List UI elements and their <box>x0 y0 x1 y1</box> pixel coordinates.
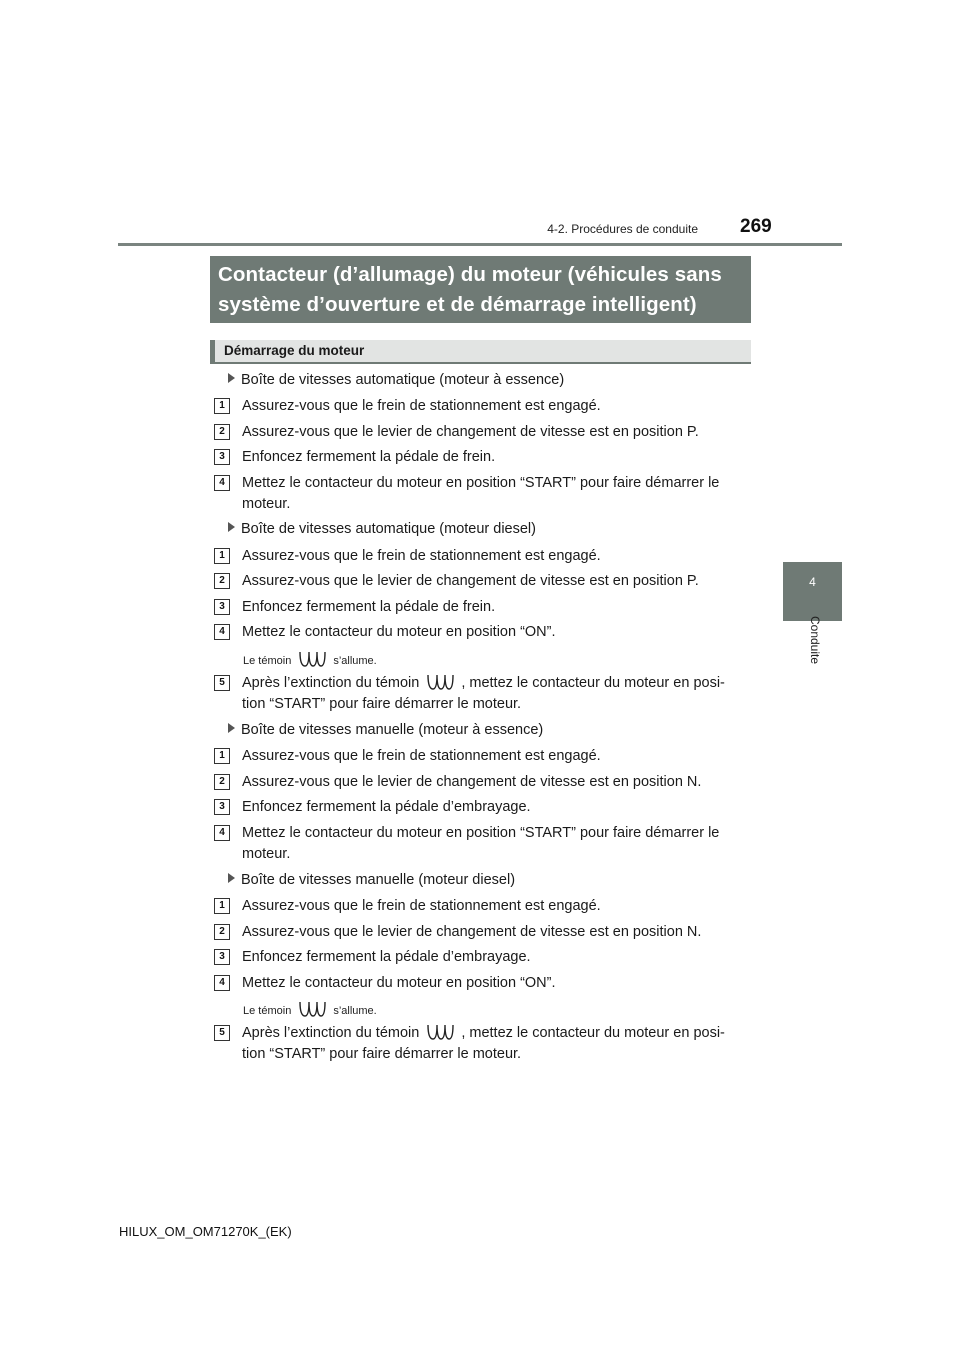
step-number: 2 <box>214 924 230 940</box>
section-heading: Boîte de vitesses automatique (moteur diesel) <box>228 519 536 539</box>
step-text: Assurez-vous que le frein de stationnement est engagé. <box>242 898 601 914</box>
section-heading: Boîte de vitesses manuelle (moteur à essence) <box>228 720 543 740</box>
step-text: Après l’extinction du témoin , mettez le contacteur du moteur en posi- <box>242 1025 725 1041</box>
step-text-cont: moteur. <box>242 496 291 512</box>
step-text-cont: tion “START” pour faire démarrer le moteur. <box>242 1046 522 1062</box>
document-code-footer: HILUX_OM_OM71270K_(EK) <box>119 1224 292 1239</box>
header-section-title: 4-2. Procédures de conduite <box>547 222 698 236</box>
triangle-bullet-icon <box>228 522 235 532</box>
chapter-label: Conduite <box>808 615 822 665</box>
step-number: 1 <box>214 748 230 764</box>
step-text: Enfoncez fermement la pédale d’embrayage. <box>242 949 531 965</box>
step-number: 3 <box>214 449 230 465</box>
step-text: Mettez le contacteur du moteur en position “ON”. <box>242 624 556 640</box>
step-text: Enfoncez fermement la pédale d’embrayage. <box>242 799 531 815</box>
step-text: Enfoncez fermement la pédale de frein. <box>242 449 496 465</box>
step-text: Mettez le contacteur du moteur en position “ON”. <box>242 975 556 991</box>
step-text: Assurez-vous que le frein de stationnement est engagé. <box>242 548 601 564</box>
subheading-text: Démarrage du moteur <box>224 343 365 358</box>
section-title-line2: système d’ouverture et de démarrage intelligent) <box>218 293 697 316</box>
step-text: Assurez-vous que le levier de changement de vitesse est en position N. <box>242 774 702 790</box>
step-text: Mettez le contacteur du moteur en position “START” pour faire démarrer le <box>242 475 720 491</box>
step-note: Le témoin s’allume. <box>243 650 377 669</box>
section-title-line1: Contacteur (d’allumage) du moteur (véhicules sans <box>218 263 722 286</box>
step-text-cont: tion “START” pour faire démarrer le moteur. <box>242 696 522 712</box>
step-text: Après l’extinction du témoin , mettez le contacteur du moteur en posi- <box>242 675 725 691</box>
step-number: 2 <box>214 774 230 790</box>
step-text: Assurez-vous que le levier de changement de vitesse est en position P. <box>242 424 699 440</box>
step-number: 5 <box>214 1025 230 1041</box>
step-number: 4 <box>214 825 230 841</box>
glow-plug-indicator-icon <box>425 1023 455 1041</box>
step-text: Assurez-vous que le levier de changement de vitesse est en position N. <box>242 924 702 940</box>
step-text: Assurez-vous que le frein de stationnement est engagé. <box>242 398 601 414</box>
triangle-bullet-icon <box>228 373 235 383</box>
glow-plug-indicator-icon <box>425 673 455 691</box>
step-text: Mettez le contacteur du moteur en position “START” pour faire démarrer le <box>242 825 720 841</box>
step-number: 1 <box>214 898 230 914</box>
step-number: 3 <box>214 599 230 615</box>
step-number: 3 <box>214 949 230 965</box>
step-text-cont: moteur. <box>242 846 291 862</box>
step-number: 1 <box>214 548 230 564</box>
triangle-bullet-icon <box>228 723 235 733</box>
step-number: 2 <box>214 573 230 589</box>
step-text: Assurez-vous que le frein de stationnement est engagé. <box>242 748 601 764</box>
triangle-bullet-icon <box>228 873 235 883</box>
chapter-number: 4 <box>809 575 816 589</box>
step-number: 4 <box>214 475 230 491</box>
section-heading: Boîte de vitesses manuelle (moteur diesel) <box>228 870 515 890</box>
glow-plug-indicator-icon <box>297 1000 327 1018</box>
step-number: 2 <box>214 424 230 440</box>
step-text: Enfoncez fermement la pédale de frein. <box>242 599 496 615</box>
step-text: Assurez-vous que le levier de changement de vitesse est en position P. <box>242 573 699 589</box>
glow-plug-indicator-icon <box>297 650 327 668</box>
step-number: 5 <box>214 675 230 691</box>
step-note: Le témoin s’allume. <box>243 1000 377 1019</box>
step-number: 4 <box>214 624 230 640</box>
step-number: 4 <box>214 975 230 991</box>
step-number: 3 <box>214 799 230 815</box>
page-number: 269 <box>740 216 772 237</box>
step-number: 1 <box>214 398 230 414</box>
section-heading: Boîte de vitesses automatique (moteur à essence) <box>228 370 564 390</box>
